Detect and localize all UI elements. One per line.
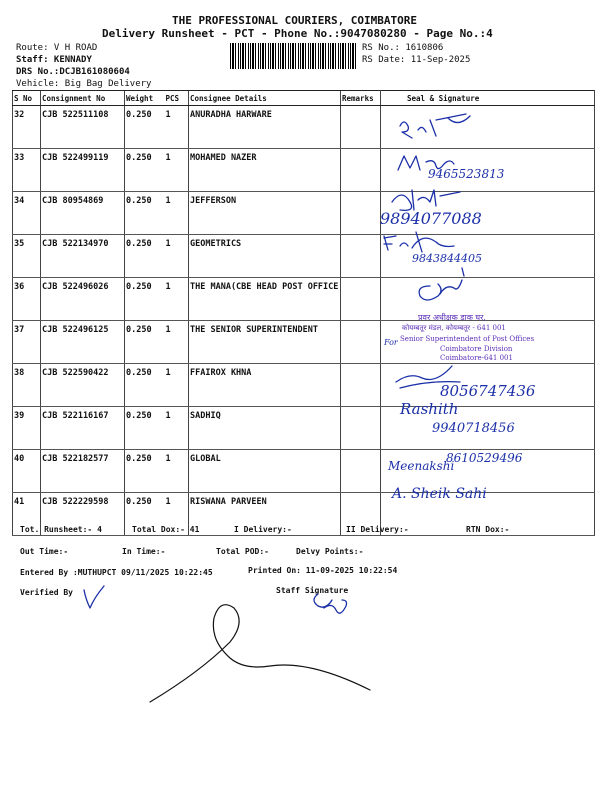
tot-runsheet: Tot. Runsheet:- 4	[20, 525, 102, 534]
staff-signature-label: Staff Signature	[276, 586, 349, 595]
delvy-points: Delvy Points:-	[296, 547, 364, 556]
rs-date: RS Date: 11-Sep-2025	[362, 55, 471, 65]
row-consignee: THE SENIOR SUPERINTENDENT	[189, 321, 341, 364]
name-row39: Rashith	[400, 400, 459, 418]
row-consignment: CJB 522496125	[41, 321, 125, 364]
rtn-dox: RTN Dox:-	[466, 525, 510, 534]
runsheet-title: Delivery Runsheet - PCT - Phone No.:9047080280 - Page No.:4	[102, 27, 493, 40]
verified-by-signature	[84, 586, 104, 608]
row-consignee: FFAIROX KHNA	[189, 364, 341, 407]
phone-row33: 9465523813	[428, 167, 505, 181]
row-consignee: SADHIQ	[189, 407, 341, 450]
row-consignment: CJB 522590422	[41, 364, 125, 407]
vehicle: Vehicle: Big Bag Delivery	[16, 79, 152, 89]
row-consignee: MOHAMED NAZER	[189, 149, 341, 192]
row-consignment: CJB 522229598	[41, 493, 125, 536]
row-consignee: RISWANA PARVEEN	[189, 493, 341, 536]
signature-row36	[419, 268, 464, 300]
stamp-english-line3: Coimbatore-641 001	[440, 354, 513, 362]
row-sno: 36	[13, 278, 41, 321]
stamp-english-line1: Senior Superintendent of Post Offices	[400, 335, 535, 343]
row-pcs: 1	[165, 149, 189, 192]
row-pcs: 1	[165, 407, 189, 450]
col-sno: S No	[13, 91, 41, 106]
col-remarks: Remarks	[341, 91, 381, 106]
col-weight: Weight	[125, 91, 165, 106]
row-consignee: JEFFERSON	[189, 192, 341, 235]
staff-signature-scribble	[314, 594, 347, 613]
signature-row32	[400, 114, 470, 138]
company-title: THE PROFESSIONAL COURIERS, COIMBATORE	[172, 14, 418, 27]
drs-value: DCJB161080604	[59, 67, 130, 77]
large-scribble	[150, 605, 370, 702]
stamp-hindi-line2: कोयम्बतूर मंडल, कोयम्बतूर - 641 001	[402, 324, 506, 332]
phone-row34: 9894077088	[380, 209, 482, 228]
row-consignment: CJB 522182577	[41, 450, 125, 493]
phone-row39: 9940718456	[432, 421, 515, 436]
in-time: In Time:-	[122, 547, 166, 556]
phone-row35: 9843844405	[412, 252, 482, 265]
row-consignee: THE MANA(CBE HEAD POST OFFICE	[189, 278, 341, 321]
row-sno: 41	[13, 493, 41, 536]
col-consignment: Consignment No	[41, 91, 125, 106]
row-consignment: CJB 522116167	[41, 407, 125, 450]
staff: Staff: KENNADY	[16, 55, 92, 65]
phone-row38: 8056747436	[440, 382, 536, 400]
row-consignee: GEOMETRICS	[189, 235, 341, 278]
row-weight: 0.250	[125, 407, 165, 450]
stamp-for: For	[384, 338, 398, 347]
row-pcs: 1	[165, 493, 189, 536]
row-pcs: 1	[165, 278, 189, 321]
row-weight: 0.250	[125, 321, 165, 364]
verified-by: Verified By	[20, 588, 73, 597]
phone-row40: 8610529496	[446, 451, 523, 465]
total-dox: Total Dox:- 41	[132, 525, 200, 534]
total-pod: Total POD:-	[216, 547, 269, 556]
row-consignment: CJB 522134970	[41, 235, 125, 278]
footer-signatures	[0, 580, 600, 720]
name-row41: A. Sheik Sahi	[392, 486, 487, 502]
row-weight: 0.250	[125, 364, 165, 407]
route: Route: V H ROAD	[16, 43, 98, 53]
out-time: Out Time:-	[20, 547, 69, 556]
row-weight: 0.250	[125, 235, 165, 278]
i-delivery: I Delivery:-	[234, 525, 292, 534]
row-weight: 0.250	[125, 106, 165, 149]
row-consignment: CJB 522511108	[41, 106, 125, 149]
row-sno: 38	[13, 364, 41, 407]
row-pcs: 1	[165, 192, 189, 235]
signature-row35	[384, 232, 454, 252]
row-pcs: 1	[165, 321, 189, 364]
row-consignment: CJB 522496026	[41, 278, 125, 321]
stamp-english-line2: Coimbatore Division	[440, 345, 513, 353]
row-sno: 33	[13, 149, 41, 192]
row-consignment: CJB 522499119	[41, 149, 125, 192]
row-sno: 32	[13, 106, 41, 149]
printed-on: Printed On: 11-09-2025 10:22:54	[248, 566, 398, 575]
row-pcs: 1	[165, 450, 189, 493]
col-pcs: PCS	[165, 91, 189, 106]
row-pcs: 1	[165, 106, 189, 149]
name-row40: Meenakshi	[388, 459, 455, 473]
row-sno: 39	[13, 407, 41, 450]
row-weight: 0.250	[125, 192, 165, 235]
row-consignee: GLOBAL	[189, 450, 341, 493]
row-sno: 40	[13, 450, 41, 493]
row-weight: 0.250	[125, 278, 165, 321]
row-sno: 34	[13, 192, 41, 235]
stamp-hindi-line1: प्रवर अधीक्षक डाक घर,	[418, 313, 486, 322]
ii-delivery: II Delivery:-	[346, 525, 409, 534]
rs-number: RS No.: 1610806	[362, 43, 444, 53]
row-consignee: ANURADHA HARWARE	[189, 106, 341, 149]
row-weight: 0.250	[125, 149, 165, 192]
row-pcs: 1	[165, 364, 189, 407]
entered-by: Entered By :MUTHUPCT 09/11/2025 10:22:45	[20, 568, 213, 577]
col-consignee: Consignee Details	[189, 91, 341, 106]
row-weight: 0.250	[125, 493, 165, 536]
signature-row34	[392, 190, 460, 210]
row-sno: 37	[13, 321, 41, 364]
drs-label: DRS No.:	[16, 67, 60, 77]
row-consignment: CJB 80954869	[41, 192, 125, 235]
row-weight: 0.250	[125, 450, 165, 493]
row-pcs: 1	[165, 235, 189, 278]
col-seal-signature: Seal & Signature	[381, 91, 595, 106]
row-sno: 35	[13, 235, 41, 278]
postal-stamp	[384, 314, 596, 362]
